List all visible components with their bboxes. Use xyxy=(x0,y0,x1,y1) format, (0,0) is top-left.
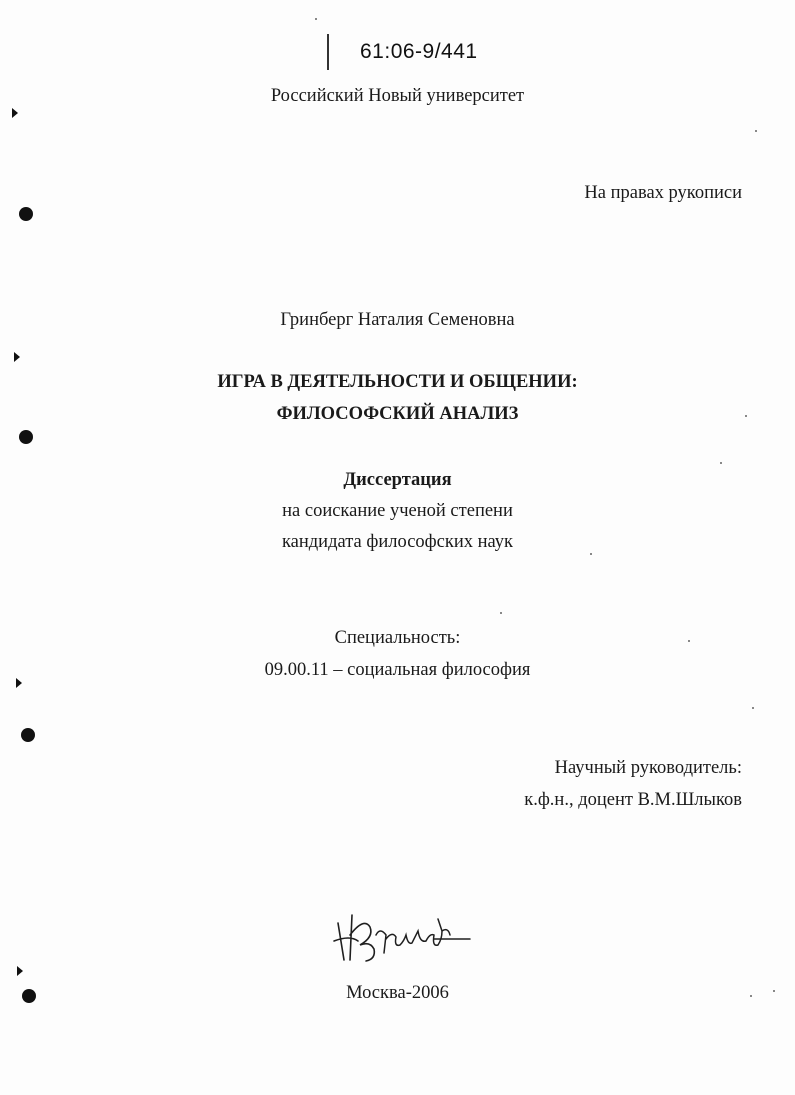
punch-hole-icon xyxy=(19,207,33,221)
document-type-heading: Диссертация xyxy=(343,470,452,490)
scan-speck xyxy=(752,707,754,709)
punch-hole-icon xyxy=(19,430,33,444)
degree-line-2: кандидата философских наук xyxy=(281,532,514,552)
author-name: Гринберг Наталия Семеновна xyxy=(280,310,515,330)
signature-image xyxy=(330,905,475,967)
binding-mark-icon xyxy=(12,108,18,118)
university-name: Российский Новый университет xyxy=(270,86,525,106)
punch-hole-icon xyxy=(21,728,35,742)
thesis-title-line-1: ИГРА В ДЕЯТЕЛЬНОСТИ И ОБЩЕНИИ: xyxy=(217,372,578,392)
scan-speck xyxy=(590,553,592,555)
supervisor-name: к.ф.н., доцент В.М.Шлыков xyxy=(524,790,742,810)
scan-speck xyxy=(500,612,502,614)
specialty-value: 09.00.11 – социальная философия xyxy=(264,660,531,680)
specialty-label: Специальность: xyxy=(334,628,461,648)
manuscript-rights-note: На правах рукописи xyxy=(584,183,742,203)
place-and-year: Москва-2006 xyxy=(346,983,449,1003)
scan-speck xyxy=(755,130,757,132)
degree-line-1: на соискание ученой степени xyxy=(282,501,513,521)
scan-speck xyxy=(315,18,317,20)
stamp-bar xyxy=(327,34,329,70)
archive-stamp-code: 61:06-9/441 xyxy=(360,40,478,63)
scan-speck xyxy=(720,462,722,464)
thesis-title-line-2: ФИЛОСОФСКИЙ АНАЛИЗ xyxy=(276,404,519,424)
binding-mark-icon xyxy=(17,966,23,976)
binding-mark-icon xyxy=(14,352,20,362)
supervisor-label: Научный руководитель: xyxy=(554,758,742,778)
